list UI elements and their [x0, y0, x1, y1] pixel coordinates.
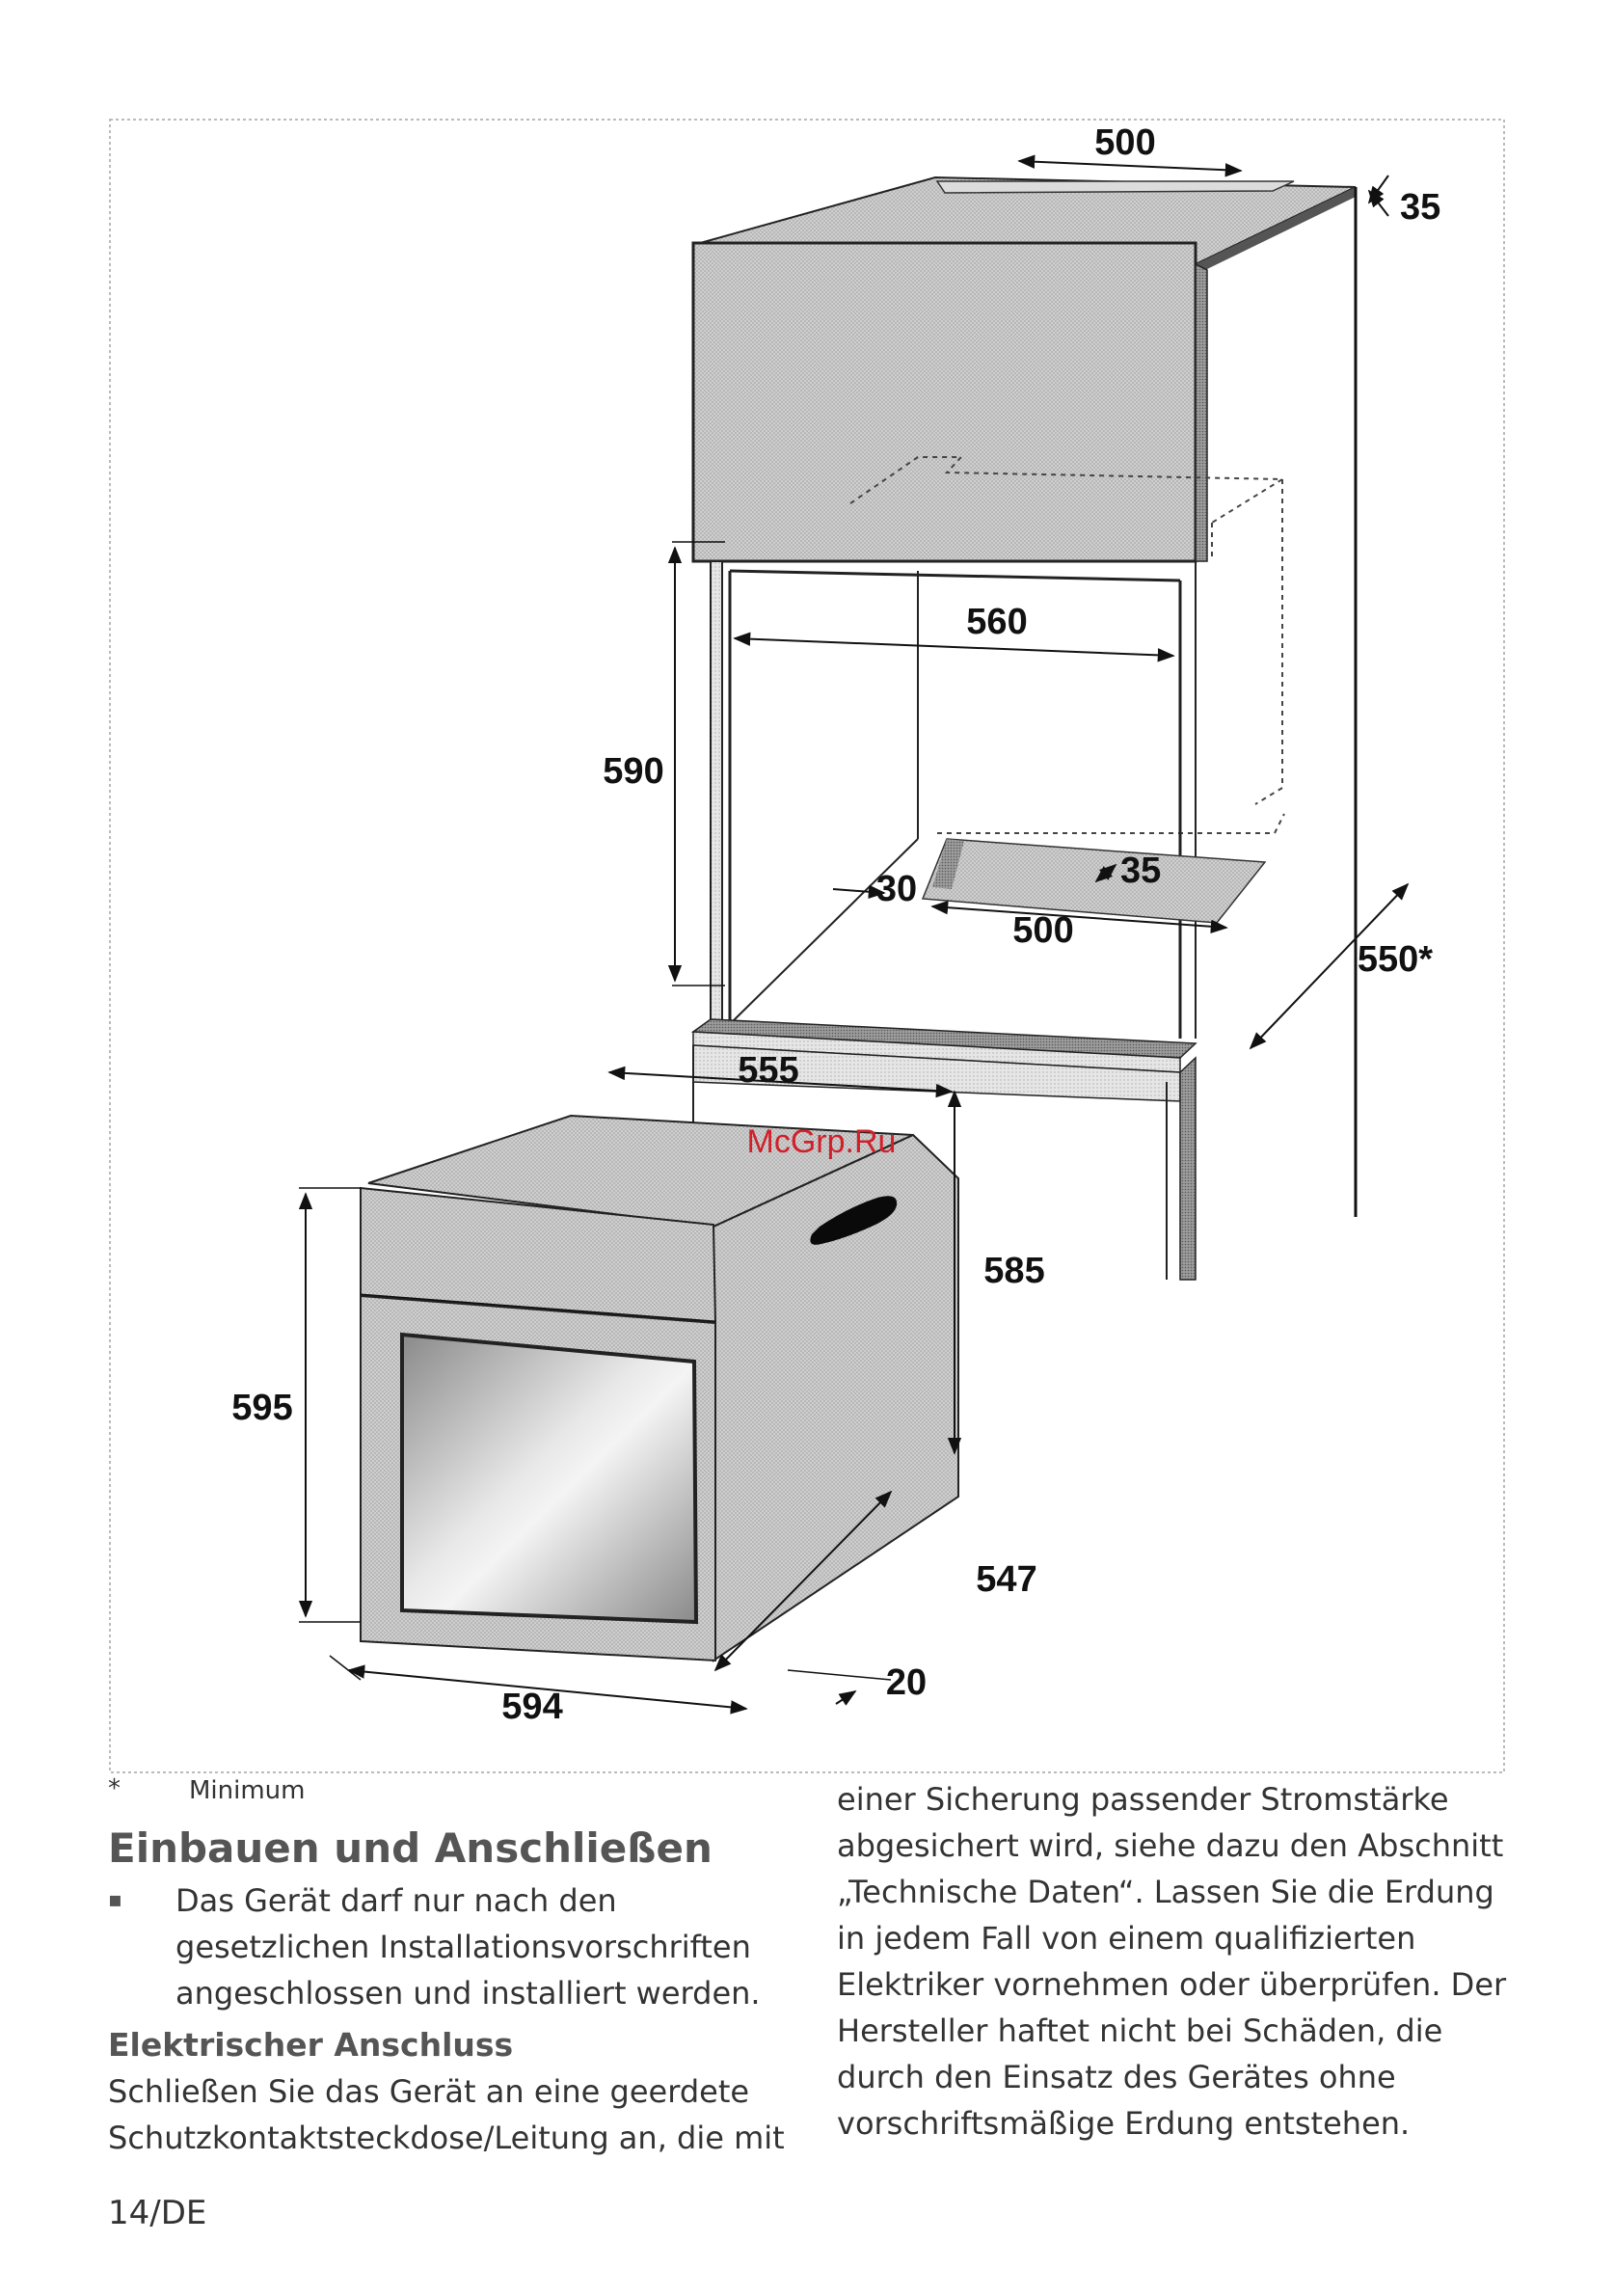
oven: [361, 1116, 958, 1661]
left-column: [108, 1776, 802, 2161]
dim-top-depth: 35: [1400, 187, 1441, 228]
dim-bottom-depth: 35: [1120, 851, 1162, 891]
dim-oven-width: 594: [501, 1687, 563, 1727]
page-number: 14/DE: [108, 2194, 207, 2232]
subsection-heading: Elektrischer Anschluss: [108, 2026, 514, 2064]
left-paragraph: Schließen Sie das Gerät an eine geerdete Schutzkontaktsteckdose/Leitung an, die mit: [108, 2073, 785, 2156]
dim-niche-depth: 550*: [1357, 939, 1434, 980]
dim-niche-height: 590: [603, 751, 664, 792]
footnote-text: Minimum: [189, 1776, 306, 1805]
watermark: McGrp.Ru: [746, 1123, 897, 1160]
bullet-marker: ▪: [108, 1888, 122, 1912]
dim-oven-width-top: 555: [738, 1050, 799, 1091]
upper-cabinet: [693, 177, 1356, 561]
installation-diagram: [108, 118, 1506, 1776]
dim-niche-width: 560: [966, 602, 1028, 642]
dim-oven-depth: 547: [976, 1559, 1037, 1600]
dim-top-width: 500: [1094, 122, 1156, 163]
dim-bottom-width: 500: [1012, 910, 1074, 951]
bullet-item: [108, 1877, 802, 2016]
footnote-symbol: *: [108, 1774, 121, 1803]
dim-oven-height-side: 585: [983, 1251, 1045, 1291]
dim-front-depth: 20: [885, 1662, 928, 1703]
dim-side-gap: 30: [875, 869, 918, 909]
bullet-text: Das Gerät darf nur nach den gesetzlichen Installationsvorschriften angeschlossen und installiert werden.: [175, 1882, 761, 2012]
dim-oven-height: 595: [231, 1388, 293, 1428]
right-column: [837, 1776, 1512, 2147]
section-heading: Einbauen und Anschließen: [108, 1824, 713, 1872]
right-paragraph: einer Sicherung passender Stromstärke abgesichert wird, siehe dazu den Abschnitt „Technische Daten“. Lassen Sie die Erdung in jedem Fall von einem qualifizierten Elektriker vornehmen oder überprüfen. Der Hersteller haftet nicht bei Schäden, die durch den Einsatz des Gerätes ohne vorschriftsmäßige Erdung entstehen.: [837, 1781, 1507, 2142]
